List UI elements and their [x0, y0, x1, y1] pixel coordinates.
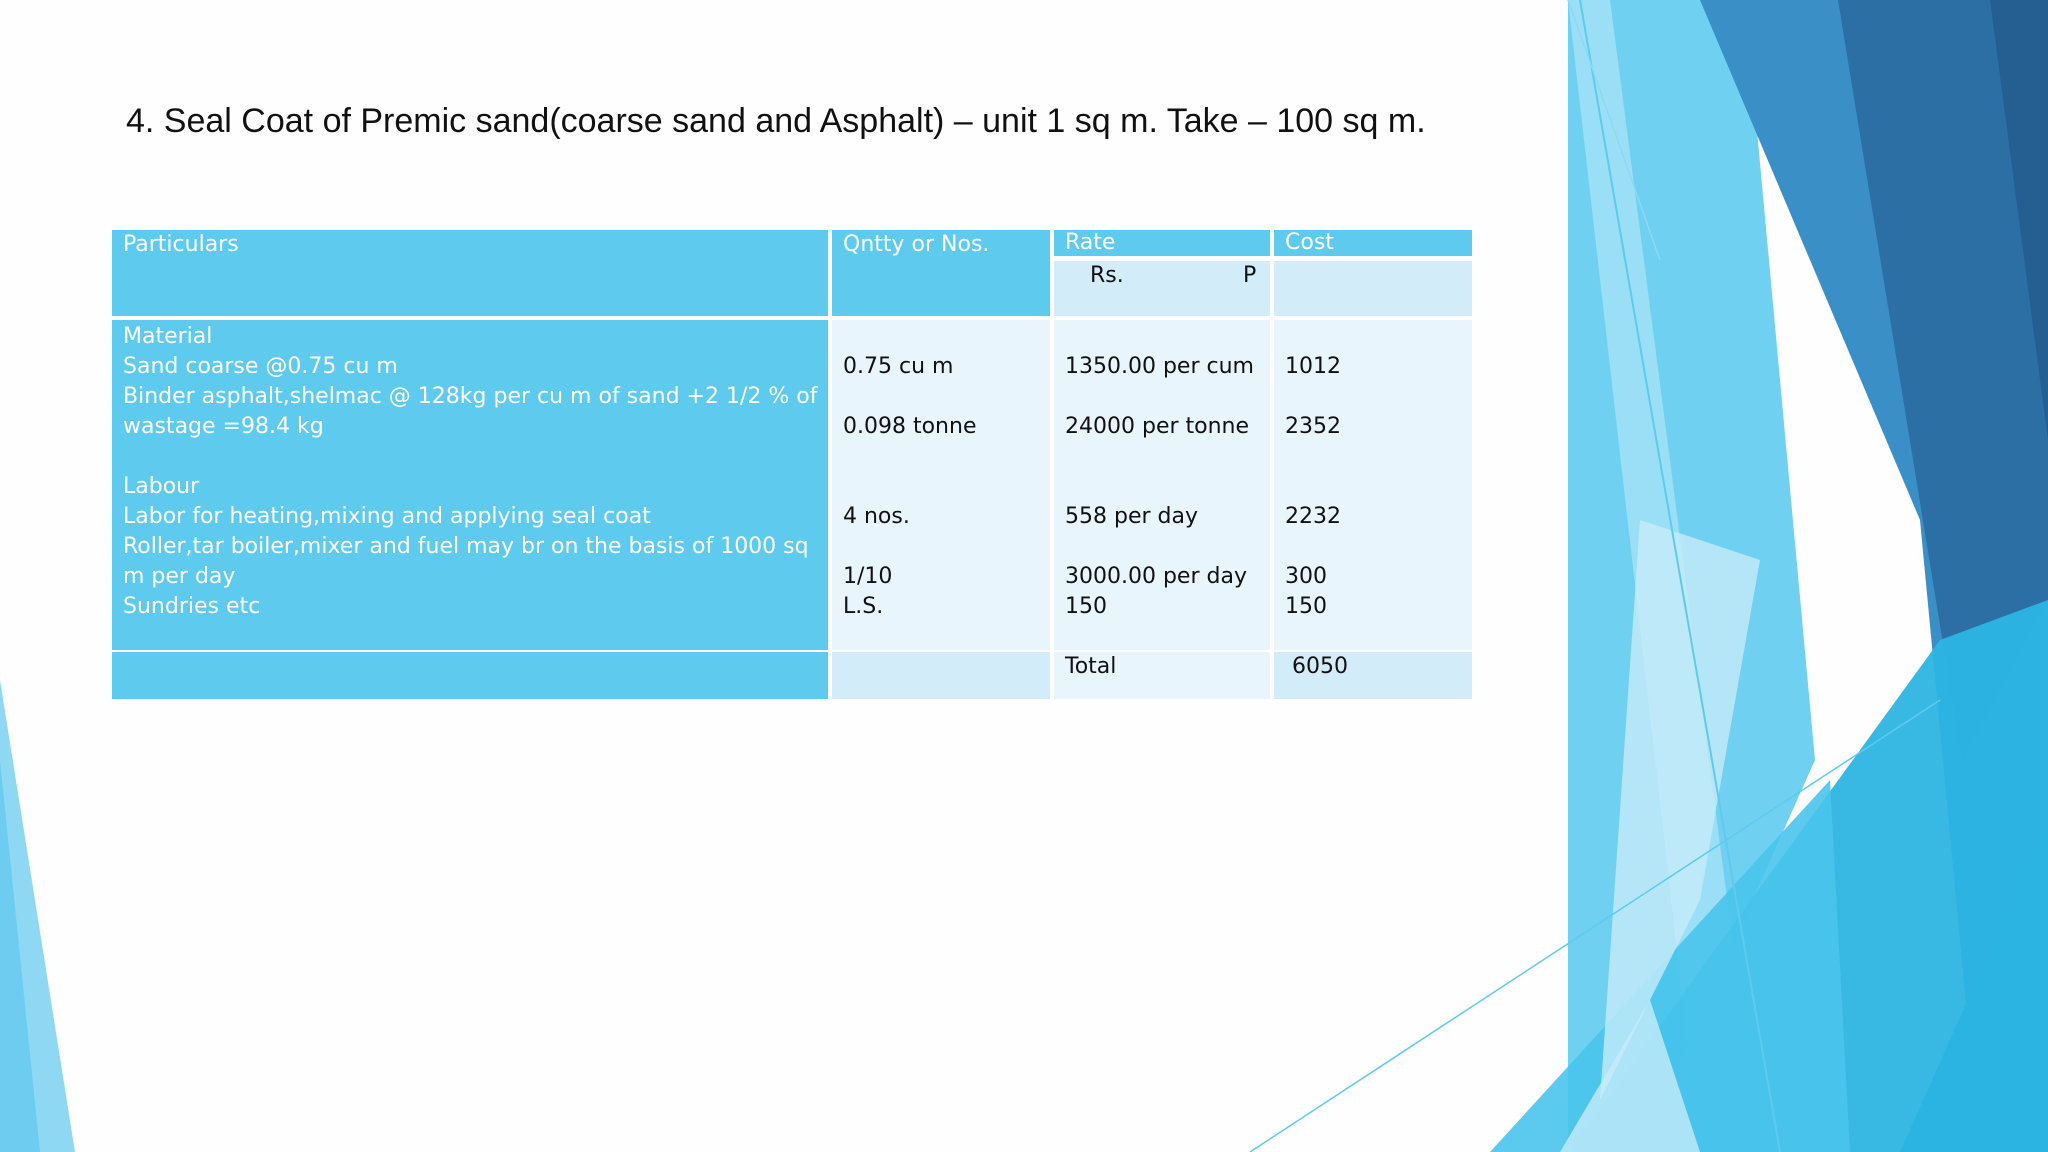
header-rate-p: P — [1243, 263, 1257, 288]
table-cell-line — [843, 442, 1050, 472]
table-cell-line — [843, 472, 1050, 502]
table-cell-line — [843, 532, 1050, 562]
table-cell-line: wastage =98.4 kg — [123, 414, 324, 439]
header-quantity — [832, 230, 1050, 316]
body-quantity — [832, 320, 1050, 650]
table-cell-line: 0.098 tonne — [843, 414, 977, 439]
table-cell-line — [1065, 322, 1270, 352]
table-cell-line: 150 — [1065, 594, 1107, 619]
header-cost-label: Cost — [1285, 230, 1334, 255]
table-cell-line — [1065, 472, 1270, 502]
body-rate — [1054, 320, 1270, 650]
table-cell-line: Roller,tar boiler,mixer and fuel may br on the basis of 1000 sq — [123, 534, 809, 559]
table-cell-line: 558 per day — [1065, 504, 1198, 529]
table-cell-line — [1285, 322, 1472, 352]
body-particulars — [112, 320, 828, 650]
table-cell-line — [1285, 442, 1472, 472]
table-cell-line: Labor for heating,mixing and applying seal coat — [123, 504, 651, 529]
header-quantity-label: Qntty or Nos. — [843, 232, 990, 257]
table-cell-line — [843, 382, 1050, 412]
table-cell-line — [1285, 472, 1472, 502]
table-cell-line: 1012 — [1285, 354, 1341, 379]
header-rate — [1054, 230, 1270, 256]
body-cost — [1274, 320, 1472, 650]
table-cell-line — [843, 322, 1050, 352]
table-cell-line: Sand coarse @0.75 cu m — [123, 354, 398, 379]
table-cell-line — [1065, 532, 1270, 562]
header-particulars-label: Particulars — [123, 232, 239, 257]
header-cost — [1274, 230, 1472, 256]
total-label-cell — [1054, 652, 1270, 699]
table-cell-line: 2352 — [1285, 414, 1341, 439]
table-cell-line: 1/10 — [843, 564, 893, 589]
header-rate-subunits — [1054, 261, 1270, 316]
header-rate-label: Rate — [1065, 230, 1116, 255]
table-cell-line — [1285, 382, 1472, 412]
header-particulars — [112, 230, 828, 316]
table-cell-line — [123, 442, 828, 472]
table-cell-line: 300 — [1285, 564, 1327, 589]
table-cell-line: L.S. — [843, 594, 884, 619]
total-label: Total — [1065, 654, 1117, 679]
table-cell-line: Sundries etc — [123, 594, 261, 619]
table-cell-line: 150 — [1285, 594, 1327, 619]
table-cell-line: 24000 per tonne — [1065, 414, 1250, 439]
table-cell-line — [1065, 442, 1270, 472]
estimate-table — [112, 230, 1472, 699]
table-cell-line: Labour — [123, 474, 200, 499]
total-row-blank — [112, 652, 828, 699]
table-cell-line: Material — [123, 324, 213, 349]
header-cost-sub — [1274, 261, 1472, 316]
slide-title: 4. Seal Coat of Premic sand(coarse sand and Asphalt) – unit 1 sq m. Take – 100 sq m. — [126, 102, 1426, 140]
table-cell-line: 1350.00 per cum — [1065, 354, 1254, 379]
total-value: 6050 — [1292, 654, 1348, 679]
table-cell-line: 3000.00 per day — [1065, 564, 1247, 589]
table-cell-line — [1065, 382, 1270, 412]
table-cell-line: 2232 — [1285, 504, 1341, 529]
table-cell-line: 0.75 cu m — [843, 354, 954, 379]
header-rate-rs: Rs. — [1090, 263, 1124, 288]
table-cell-line: 4 nos. — [843, 504, 910, 529]
table-cell-line: m per day — [123, 564, 236, 589]
total-row-quantity — [832, 652, 1050, 699]
total-value-cell — [1274, 652, 1472, 699]
table-cell-line: Binder asphalt,shelmac @ 128kg per cu m of sand +2 1/2 % of — [123, 384, 818, 409]
table-cell-line — [1285, 532, 1472, 562]
